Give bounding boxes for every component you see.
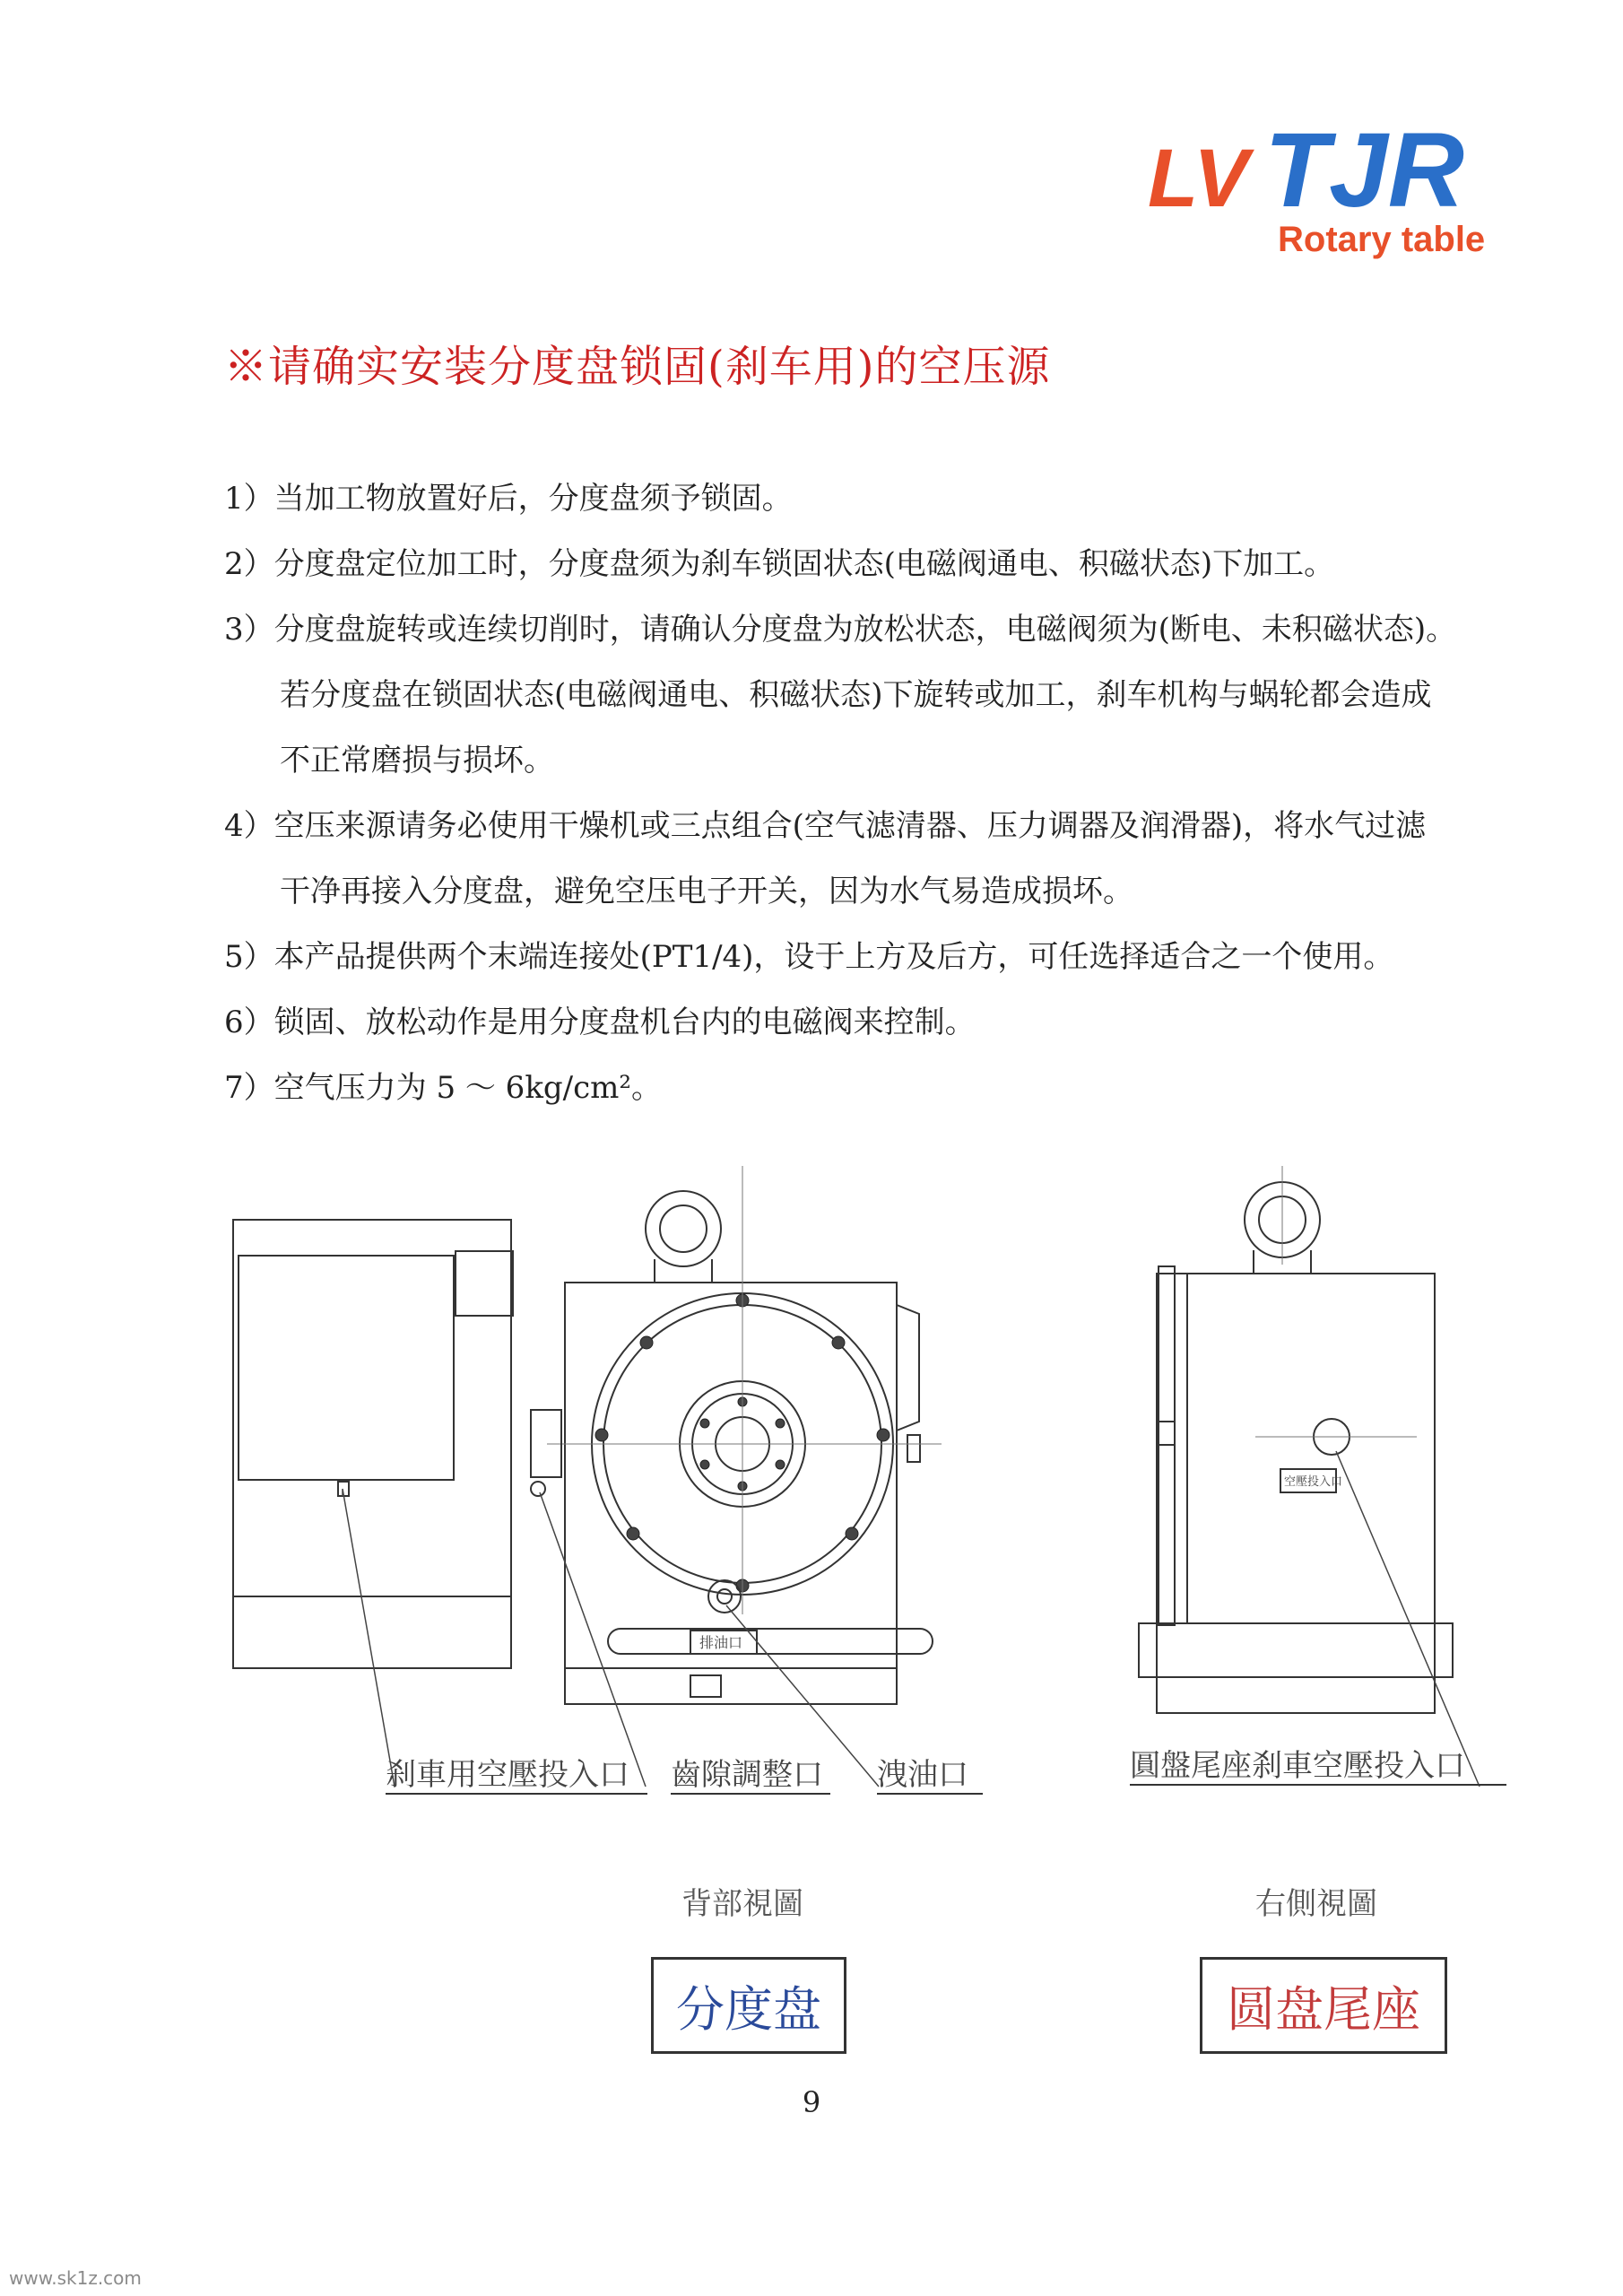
logo-lv: LV	[1148, 133, 1249, 224]
warning-heading: ※请确实安装分度盘锁固(刹车用)的空压源	[224, 342, 1051, 392]
tail-plate-label: 空壓投入口	[1284, 1475, 1343, 1489]
motor-cover	[239, 1256, 454, 1480]
watermark: www.sk1z.com	[9, 2267, 142, 2289]
callout-tailstock-brake-inlet: 圓盤尾座刹車空壓投入口	[1130, 1748, 1465, 1784]
leader-brake	[343, 1489, 395, 1787]
instruction-item-6	[224, 990, 1533, 1056]
callouts	[386, 1748, 1506, 1794]
right-view-drawing	[1139, 1166, 1480, 1787]
instruction-line: 7）空气压力为 5 ～ 6kg/cm²。	[224, 1070, 663, 1106]
instruction-line: 6）锁固、放松动作是用分度盘机台内的电磁阀来控制。	[224, 1004, 976, 1040]
brand-logo	[1148, 117, 1506, 269]
instruction-item-4	[224, 794, 1533, 925]
bolt-hole	[640, 1336, 653, 1349]
callout-oil-drain: 洩油口	[877, 1757, 968, 1793]
instruction-list	[224, 466, 1533, 1121]
right-view-caption: 右側視圖	[1255, 1886, 1377, 1922]
oil-drain-port-inner	[717, 1589, 732, 1604]
bolt-hole	[776, 1460, 785, 1469]
logo-tagline: Rotary table	[1278, 220, 1486, 259]
instruction-item-3	[224, 597, 1533, 794]
tailstock-ring	[1175, 1274, 1187, 1623]
bolt-hole	[832, 1336, 845, 1349]
instruction-line: 5）本产品提供两个末端连接处(PT1/4)，设于上方及后方，可任选择适合之一个使用。	[224, 939, 1394, 975]
oil-drain-port	[708, 1580, 741, 1613]
technical-drawing	[224, 1166, 1533, 1848]
side-flange	[897, 1305, 919, 1431]
bolt-hole	[776, 1419, 785, 1428]
back-view-caption: 背部視圖	[681, 1886, 803, 1922]
page-number: 9	[802, 2085, 821, 2119]
leader-tailstock	[1336, 1451, 1480, 1787]
back-view-drawing	[233, 1166, 942, 1787]
lifting-eye-outer	[646, 1191, 721, 1266]
side-valve	[907, 1435, 920, 1462]
adjust-port	[690, 1675, 721, 1697]
bolt-hole	[700, 1419, 709, 1428]
brake-air-port	[531, 1482, 545, 1496]
instruction-line: 若分度盘在锁固状态(电磁阀通电、积磁状态)下旋转或加工，刹车机构与蜗轮都会造成	[280, 677, 1432, 713]
bolt-hole	[877, 1429, 890, 1441]
instruction-item-1	[224, 466, 1533, 532]
connector-box	[456, 1251, 513, 1316]
oil-plate-label: 排油口	[699, 1634, 743, 1651]
motor-housing-outline	[233, 1220, 511, 1668]
right-centerlines	[1255, 1166, 1417, 1437]
callout-backlash-adjust: 齒隙調整口	[671, 1757, 823, 1793]
instruction-line: 3）分度盘旋转或连续切削时，请确认分度盘为放松状态，电磁阀须为(断电、未积磁状态)。	[224, 612, 1457, 648]
tailstock-base	[1139, 1623, 1453, 1677]
indexing-table-label: 分度盘	[651, 1957, 846, 2054]
instruction-item-7	[224, 1056, 1533, 1121]
instruction-line: 干净再接入分度盘，避免空压电子开关，因为水气易造成损坏。	[280, 874, 1133, 909]
bolt-hole	[595, 1429, 608, 1441]
bolt-hole	[627, 1527, 639, 1540]
instruction-item-5	[224, 925, 1533, 990]
lifting-eye-inner	[660, 1205, 707, 1252]
instruction-line: 4）空压来源请务必使用干燥机或三点组合(空气滤清器、压力调器及润滑器)，将水气过滤	[224, 808, 1427, 844]
bolt-hole	[700, 1460, 709, 1469]
tailstock-label: 圆盘尾座	[1200, 1957, 1447, 2054]
instruction-line: 1）当加工物放置好后，分度盘须予锁固。	[224, 481, 793, 517]
instruction-line: 不正常磨损与损坏。	[280, 743, 554, 778]
oil-slot	[608, 1629, 933, 1654]
logo-tjr: TJR	[1264, 117, 1464, 230]
callout-brake-air-inlet: 刹車用空壓投入口	[386, 1757, 629, 1793]
instruction-line: 2）分度盘定位加工时，分度盘须为刹车锁固状态(电磁阀通电、积磁状态)下加工。	[224, 546, 1335, 582]
back-leaders	[343, 1489, 879, 1787]
instruction-item-2	[224, 532, 1533, 597]
bolt-hole	[846, 1527, 858, 1540]
